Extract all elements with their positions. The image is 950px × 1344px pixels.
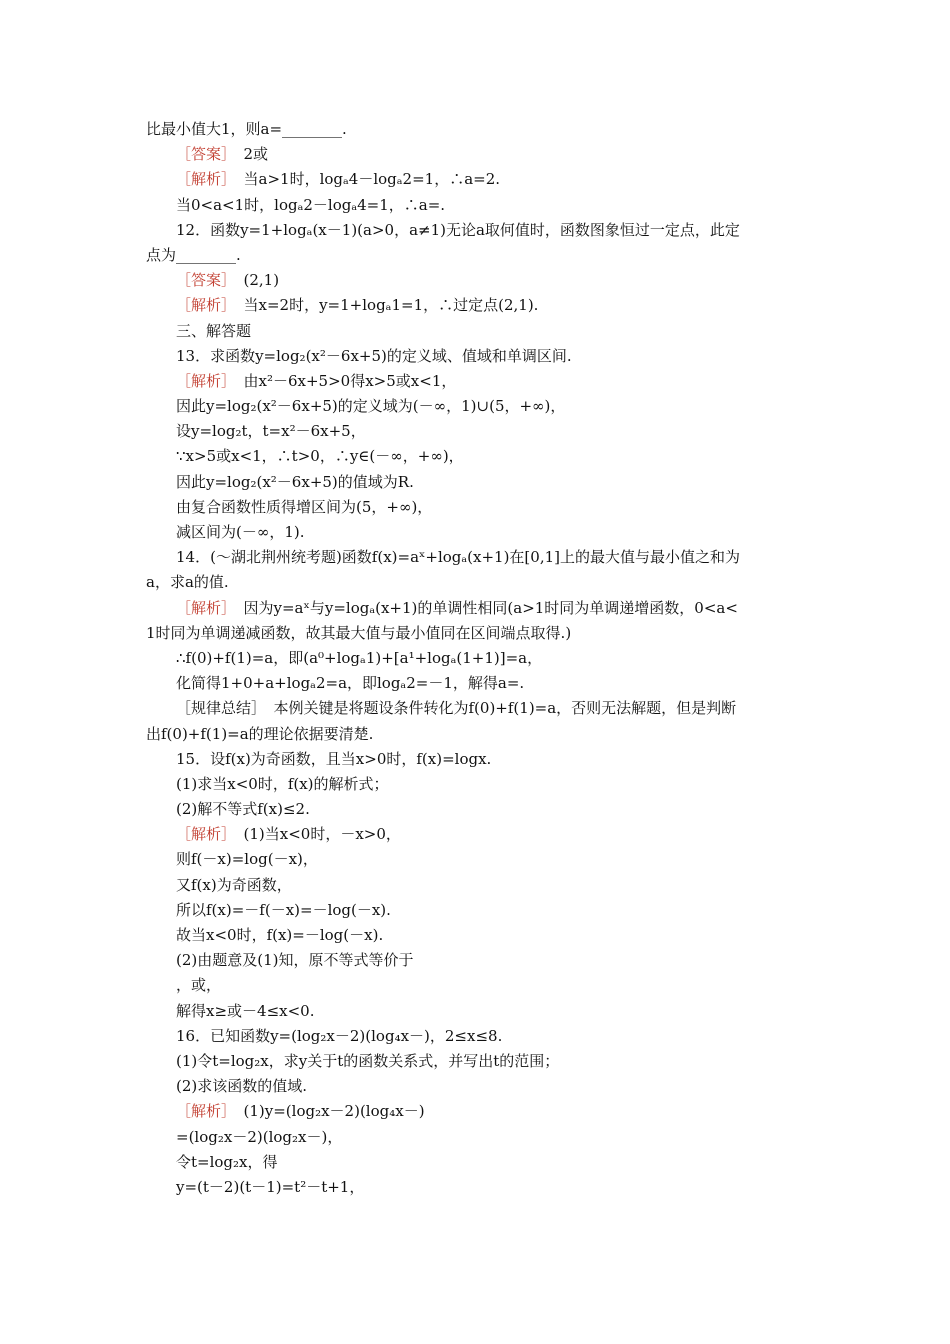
line-text: 当a>1时，logₐ4－logₐ2=1，∴a=2. bbox=[228, 170, 501, 189]
text-line bbox=[146, 822, 826, 847]
line-text: 15．设f(x)为奇函数，且当x>0时，f(x)=logx. bbox=[176, 749, 492, 768]
line-text: 所以f(x)=－f(－x)=－log(－x). bbox=[176, 900, 391, 919]
section-tag: ［解析］ bbox=[176, 371, 229, 390]
line-text: 由x²－6x+5>0得x>5或x<1， bbox=[228, 371, 457, 390]
text-line bbox=[146, 873, 826, 898]
document-body bbox=[146, 117, 826, 1200]
line-text: 当x=2时，y=1+logₐ1=1，∴过定点(2,1). bbox=[228, 296, 539, 315]
text-line bbox=[146, 193, 826, 218]
line-text: 减区间为(－∞，1). bbox=[176, 523, 305, 541]
text-line bbox=[146, 847, 826, 872]
section-tag: ［解析］ bbox=[176, 296, 229, 315]
text-line bbox=[146, 747, 826, 772]
text-line bbox=[146, 394, 826, 419]
text-line bbox=[146, 1024, 826, 1049]
text-line bbox=[146, 646, 826, 671]
section-tag: ［答案］ bbox=[176, 271, 229, 290]
text-line bbox=[146, 369, 826, 394]
text-line bbox=[146, 293, 826, 318]
text-line bbox=[146, 1150, 826, 1175]
text-line bbox=[146, 1074, 826, 1099]
line-text: (1)求当x<0时，f(x)的解析式； bbox=[176, 774, 389, 793]
line-text: =(log₂x－2)(log₂x－)， bbox=[176, 1127, 343, 1146]
line-text: 16．已知函数y=(log₂x－2)(log₄x－)，2≤x≤8. bbox=[176, 1026, 503, 1045]
line-text: 设y=log₂t，t=x²－6x+5， bbox=[176, 422, 366, 441]
line-text: 因为y=aˣ与y=logₐ(x+1)的单调性相同(a>1时同为单调递增函数，0<a< bbox=[228, 598, 738, 617]
text-line bbox=[146, 923, 826, 948]
line-text: (2)解不等式f(x)≤2. bbox=[176, 800, 310, 819]
line-text: 2或 bbox=[228, 145, 269, 164]
text-line bbox=[146, 1175, 826, 1200]
text-line bbox=[146, 621, 826, 646]
line-text: ∵x>5或x<1，∴t>0，∴y∈(－∞，+∞)， bbox=[176, 447, 464, 466]
text-line bbox=[146, 898, 826, 923]
line-text: 14．(～湖北荆州统考题)函数f(x)=aˣ+logₐ(x+1)在[0,1]上的最大值与最小值之和为 bbox=[176, 548, 740, 567]
line-text: (2)求该函数的值域. bbox=[176, 1077, 308, 1096]
text-line bbox=[146, 319, 826, 344]
text-line bbox=[146, 671, 826, 696]
text-line bbox=[146, 999, 826, 1024]
line-text: (1)令t=log₂x，求y关于t的函数关系式，并写出t的范围； bbox=[176, 1051, 560, 1070]
line-text: (1)当x<0时，－x>0， bbox=[228, 825, 401, 844]
line-text: 化简得1+0+a+logₐ2=a，即logₐ2=－1，解得a=. bbox=[176, 674, 525, 693]
text-line bbox=[146, 117, 826, 142]
text-line bbox=[146, 344, 826, 369]
line-text: 故当x<0时，f(x)=－log(－x). bbox=[176, 926, 384, 944]
text-line bbox=[146, 722, 826, 747]
text-line bbox=[146, 444, 826, 469]
line-text: 因此y=log₂(x²－6x+5)的值域为R. bbox=[176, 472, 414, 491]
line-text: 13．求函数y=log₂(x²－6x+5)的定义域、值域和单调区间. bbox=[176, 346, 572, 365]
line-text: 又f(x)为奇函数， bbox=[176, 875, 292, 894]
text-line bbox=[146, 797, 826, 822]
line-text: 因此y=log₂(x²－6x+5)的定义域为(－∞，1)∪(5，+∞)， bbox=[176, 397, 566, 416]
line-text: ，或， bbox=[176, 976, 222, 995]
text-line bbox=[146, 596, 826, 621]
text-line bbox=[146, 1099, 826, 1124]
section-tag: ［答案］ bbox=[176, 145, 229, 164]
section-tag: ［解析］ bbox=[176, 170, 229, 189]
section-tag: ［解析］ bbox=[176, 1102, 229, 1121]
text-line bbox=[146, 167, 826, 192]
text-line bbox=[146, 495, 826, 520]
section-tag: ［解析］ bbox=[176, 598, 229, 617]
line-text: (2,1) bbox=[228, 271, 280, 290]
text-line bbox=[146, 419, 826, 444]
text-line bbox=[146, 218, 826, 243]
text-line bbox=[146, 520, 826, 545]
line-text: 当0<a<1时，logₐ2－logₐ4=1，∴a=. bbox=[176, 195, 446, 214]
line-text: 则f(－x)=log(－x)， bbox=[176, 850, 318, 869]
line-text: 比最小值大1，则a=________. bbox=[146, 120, 347, 138]
line-text: (1)y=(log₂x－2)(log₄x－) bbox=[228, 1102, 425, 1121]
text-line bbox=[146, 570, 826, 595]
line-text: 1时同为单调递减函数，故其最大值与最小值同在区间端点取得.) bbox=[146, 623, 572, 642]
text-line bbox=[146, 545, 826, 570]
section-tag: ［解析］ bbox=[176, 825, 229, 844]
line-text: ∴f(0)+f(1)=a，即(a⁰+logₐ1)+[a¹+logₐ(1+1)]=a， bbox=[176, 648, 543, 667]
text-line bbox=[146, 1125, 826, 1150]
line-text: 令t=log₂x，得 bbox=[176, 1152, 278, 1171]
line-text: 出f(0)+f(1)=a的理论依据要清楚. bbox=[146, 724, 374, 743]
line-text: (2)由题意及(1)知，原不等式等价于 bbox=[176, 951, 414, 970]
text-line bbox=[146, 268, 826, 293]
text-line bbox=[146, 696, 826, 721]
line-text: a，求a的值. bbox=[146, 573, 229, 592]
text-line bbox=[146, 973, 826, 998]
line-text: ［规律总结］ 本例关键是将题设条件转化为f(0)+f(1)=a，否则无法解题，但是判断 bbox=[176, 699, 737, 718]
text-lines bbox=[146, 117, 826, 1200]
text-line bbox=[146, 243, 826, 268]
text-line bbox=[146, 772, 826, 797]
line-text: 点为________. bbox=[146, 245, 241, 264]
line-text: 三、解答题 bbox=[176, 321, 252, 340]
text-line bbox=[146, 1049, 826, 1074]
line-text: 12．函数y=1+logₐ(x－1)(a>0，a≠1)无论a取何值时，函数图象恒过一定点，此定 bbox=[176, 220, 740, 239]
line-text: 解得x≥或－4≤x<0. bbox=[176, 1001, 315, 1020]
text-line bbox=[146, 142, 826, 167]
line-text: 由复合函数性质得增区间为(5，+∞)， bbox=[176, 497, 433, 516]
text-line bbox=[146, 470, 826, 495]
text-line bbox=[146, 948, 826, 973]
line-text: y=(t－2)(t－1)=t²－t+1， bbox=[176, 1177, 365, 1196]
